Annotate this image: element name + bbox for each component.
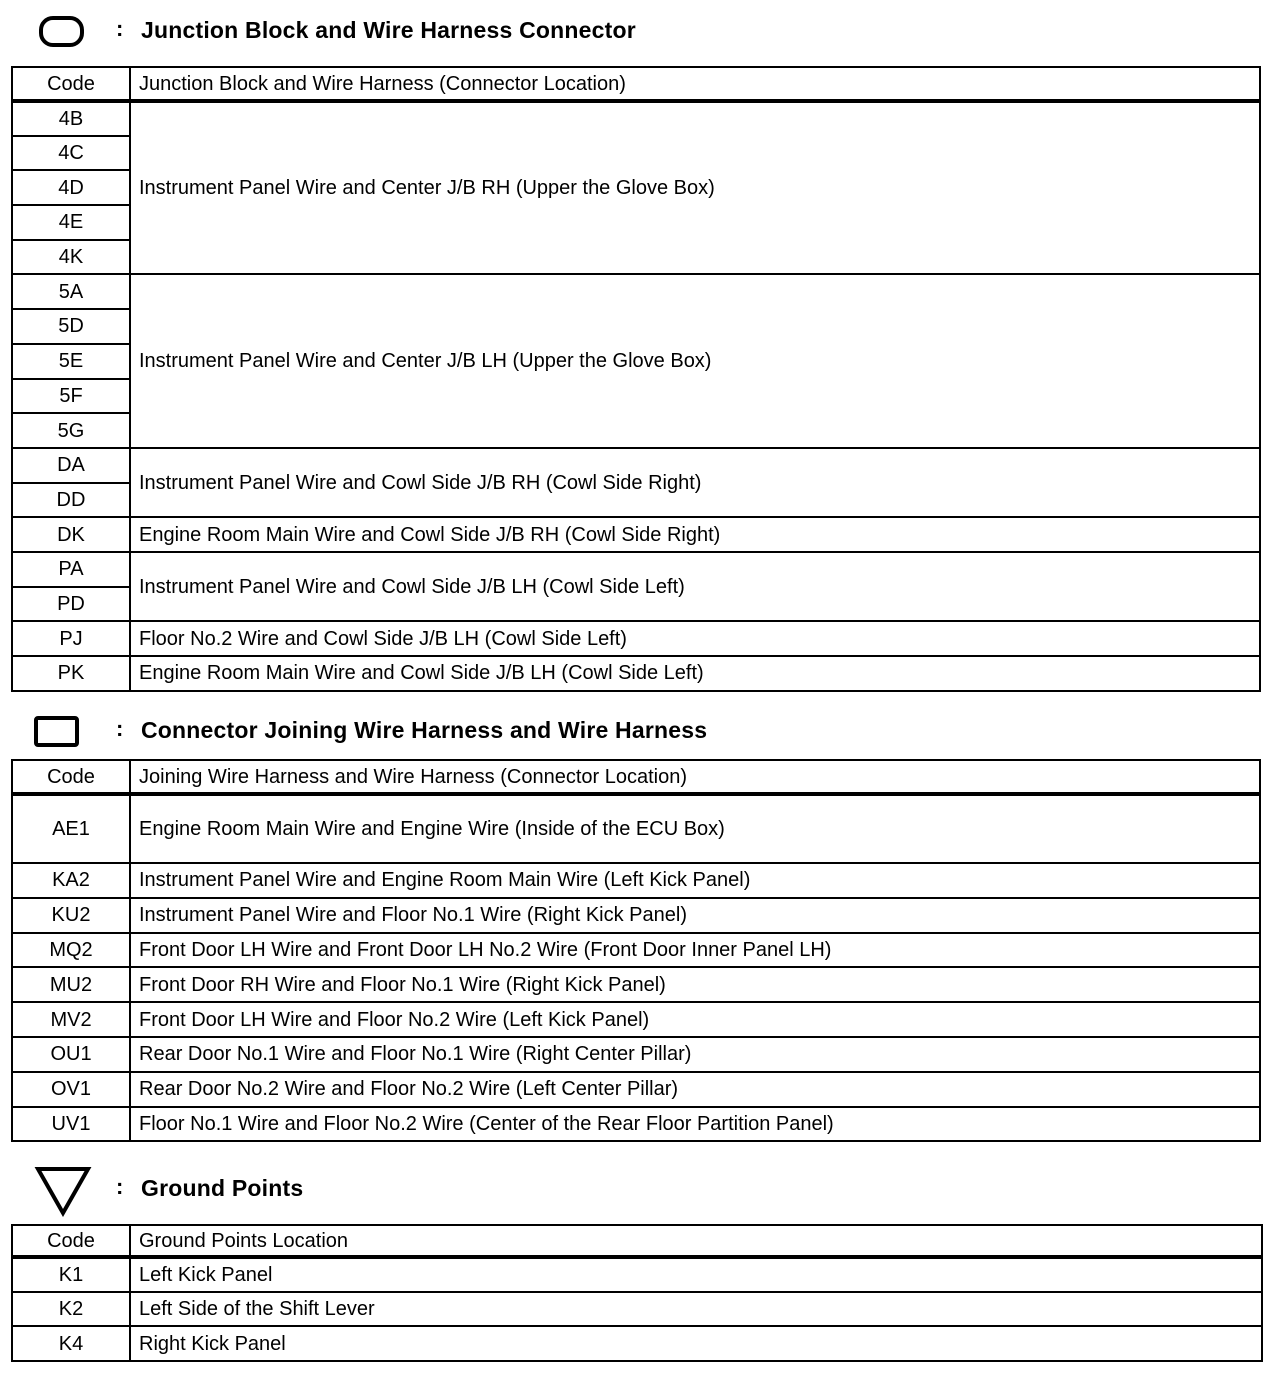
- table-row: [12, 1002, 1260, 1037]
- row-code: MU2: [12, 967, 130, 1002]
- connector-code: PK: [12, 656, 130, 691]
- table-row: [12, 448, 1260, 483]
- connector-code: 5F: [12, 379, 130, 414]
- table-row: [12, 274, 1260, 309]
- location-header: Junction Block and Wire Harness (Connector Location): [130, 67, 1260, 101]
- connector-location: Instrument Panel Wire and Center J/B LH (Upper the Glove Box): [130, 274, 1260, 447]
- table-row: [12, 898, 1260, 933]
- connector-code: PJ: [12, 621, 130, 656]
- connector-code: 4E: [12, 205, 130, 240]
- table-row: [12, 863, 1260, 898]
- joining-connector-colon: :: [116, 716, 124, 741]
- table-row: [12, 621, 1260, 656]
- row-location: Front Door LH Wire and Floor No.2 Wire (Left Kick Panel): [130, 1002, 1260, 1037]
- connector-code: DA: [12, 448, 130, 483]
- row-code: UV1: [12, 1107, 130, 1142]
- connector-location: Instrument Panel Wire and Center J/B RH (Upper the Glove Box): [130, 101, 1260, 274]
- code-header: Code: [12, 760, 130, 794]
- junction-block-colon: :: [116, 16, 124, 41]
- connector-code: DK: [12, 517, 130, 552]
- junction-block-title: Junction Block and Wire Harness Connector: [141, 17, 636, 43]
- connector-location: Instrument Panel Wire and Cowl Side J/B LH (Cowl Side Left): [130, 552, 1260, 621]
- connector-code: 4D: [12, 170, 130, 205]
- joining-connector-section-header: [0, 710, 1280, 750]
- table-row: [12, 1072, 1260, 1107]
- row-code: MQ2: [12, 933, 130, 968]
- ground-points-title: Ground Points: [141, 1175, 304, 1201]
- connector-code: 4B: [12, 101, 130, 136]
- connector-location: Instrument Panel Wire and Cowl Side J/B RH (Cowl Side Right): [130, 448, 1260, 517]
- location-header: Ground Points Location: [130, 1225, 1262, 1257]
- connector-code: 5E: [12, 344, 130, 379]
- row-location: Instrument Panel Wire and Engine Room Main Wire (Left Kick Panel): [130, 863, 1260, 898]
- table-row: [12, 794, 1260, 863]
- joining-connector-title: Connector Joining Wire Harness and Wire Harness: [141, 717, 708, 743]
- rectangle-icon: [33, 715, 81, 749]
- connector-code: DD: [12, 483, 130, 518]
- table-row: [12, 101, 1260, 136]
- table-row: [12, 1107, 1260, 1142]
- connector-location: Floor No.2 Wire and Cowl Side J/B LH (Cowl Side Left): [130, 621, 1260, 656]
- row-location: Floor No.1 Wire and Floor No.2 Wire (Center of the Rear Floor Partition Panel): [130, 1107, 1260, 1142]
- connector-code: PA: [12, 552, 130, 587]
- table-row: [12, 1292, 1262, 1327]
- ground-points-section-header: [0, 1162, 1280, 1202]
- connector-code: 5D: [12, 309, 130, 344]
- table-row: [12, 656, 1260, 691]
- junction-block-section-header: [0, 10, 1280, 50]
- table-row: [12, 1326, 1262, 1361]
- row-location: Left Side of the Shift Lever: [130, 1292, 1262, 1327]
- row-location: Rear Door No.1 Wire and Floor No.1 Wire (Right Center Pillar): [130, 1037, 1260, 1072]
- table-row: [12, 933, 1260, 968]
- inverted-triangle-icon: [34, 1165, 92, 1217]
- row-code: K4: [12, 1326, 130, 1361]
- table-header-row: [12, 1225, 1262, 1257]
- table-row: [12, 517, 1260, 552]
- table-header-row: [12, 760, 1260, 794]
- connector-code: 5A: [12, 274, 130, 309]
- ground-points-table: [11, 1224, 1263, 1362]
- code-header: Code: [12, 1225, 130, 1257]
- row-code: K1: [12, 1257, 130, 1292]
- row-location: Front Door RH Wire and Floor No.1 Wire (Right Kick Panel): [130, 967, 1260, 1002]
- junction-block-table: [11, 66, 1261, 692]
- connector-location: Engine Room Main Wire and Cowl Side J/B RH (Cowl Side Right): [130, 517, 1260, 552]
- code-header: Code: [12, 67, 130, 101]
- location-header: Joining Wire Harness and Wire Harness (Connector Location): [130, 760, 1260, 794]
- connector-code: PD: [12, 587, 130, 622]
- table-row: [12, 967, 1260, 1002]
- row-code: AE1: [12, 794, 130, 863]
- table-header-row: [12, 67, 1260, 101]
- rounded-rectangle-icon: [38, 15, 86, 49]
- table-row: [12, 1037, 1260, 1072]
- row-location: Rear Door No.2 Wire and Floor No.2 Wire (Left Center Pillar): [130, 1072, 1260, 1107]
- row-code: KU2: [12, 898, 130, 933]
- row-location: Front Door LH Wire and Front Door LH No.2 Wire (Front Door Inner Panel LH): [130, 933, 1260, 968]
- row-location: Right Kick Panel: [130, 1326, 1262, 1361]
- row-code: MV2: [12, 1002, 130, 1037]
- row-code: K2: [12, 1292, 130, 1327]
- connector-code: 4K: [12, 240, 130, 275]
- row-location: Instrument Panel Wire and Floor No.1 Wire (Right Kick Panel): [130, 898, 1260, 933]
- ground-points-colon: :: [116, 1174, 124, 1199]
- row-code: KA2: [12, 863, 130, 898]
- row-code: OV1: [12, 1072, 130, 1107]
- row-location: Engine Room Main Wire and Engine Wire (Inside of the ECU Box): [130, 794, 1260, 863]
- row-code: OU1: [12, 1037, 130, 1072]
- table-row: [12, 1257, 1262, 1292]
- connector-code: 4C: [12, 136, 130, 171]
- connector-code: 5G: [12, 413, 130, 448]
- joining-connector-table: [11, 759, 1261, 1142]
- row-location: Left Kick Panel: [130, 1257, 1262, 1292]
- connector-location: Engine Room Main Wire and Cowl Side J/B LH (Cowl Side Left): [130, 656, 1260, 691]
- table-row: [12, 552, 1260, 587]
